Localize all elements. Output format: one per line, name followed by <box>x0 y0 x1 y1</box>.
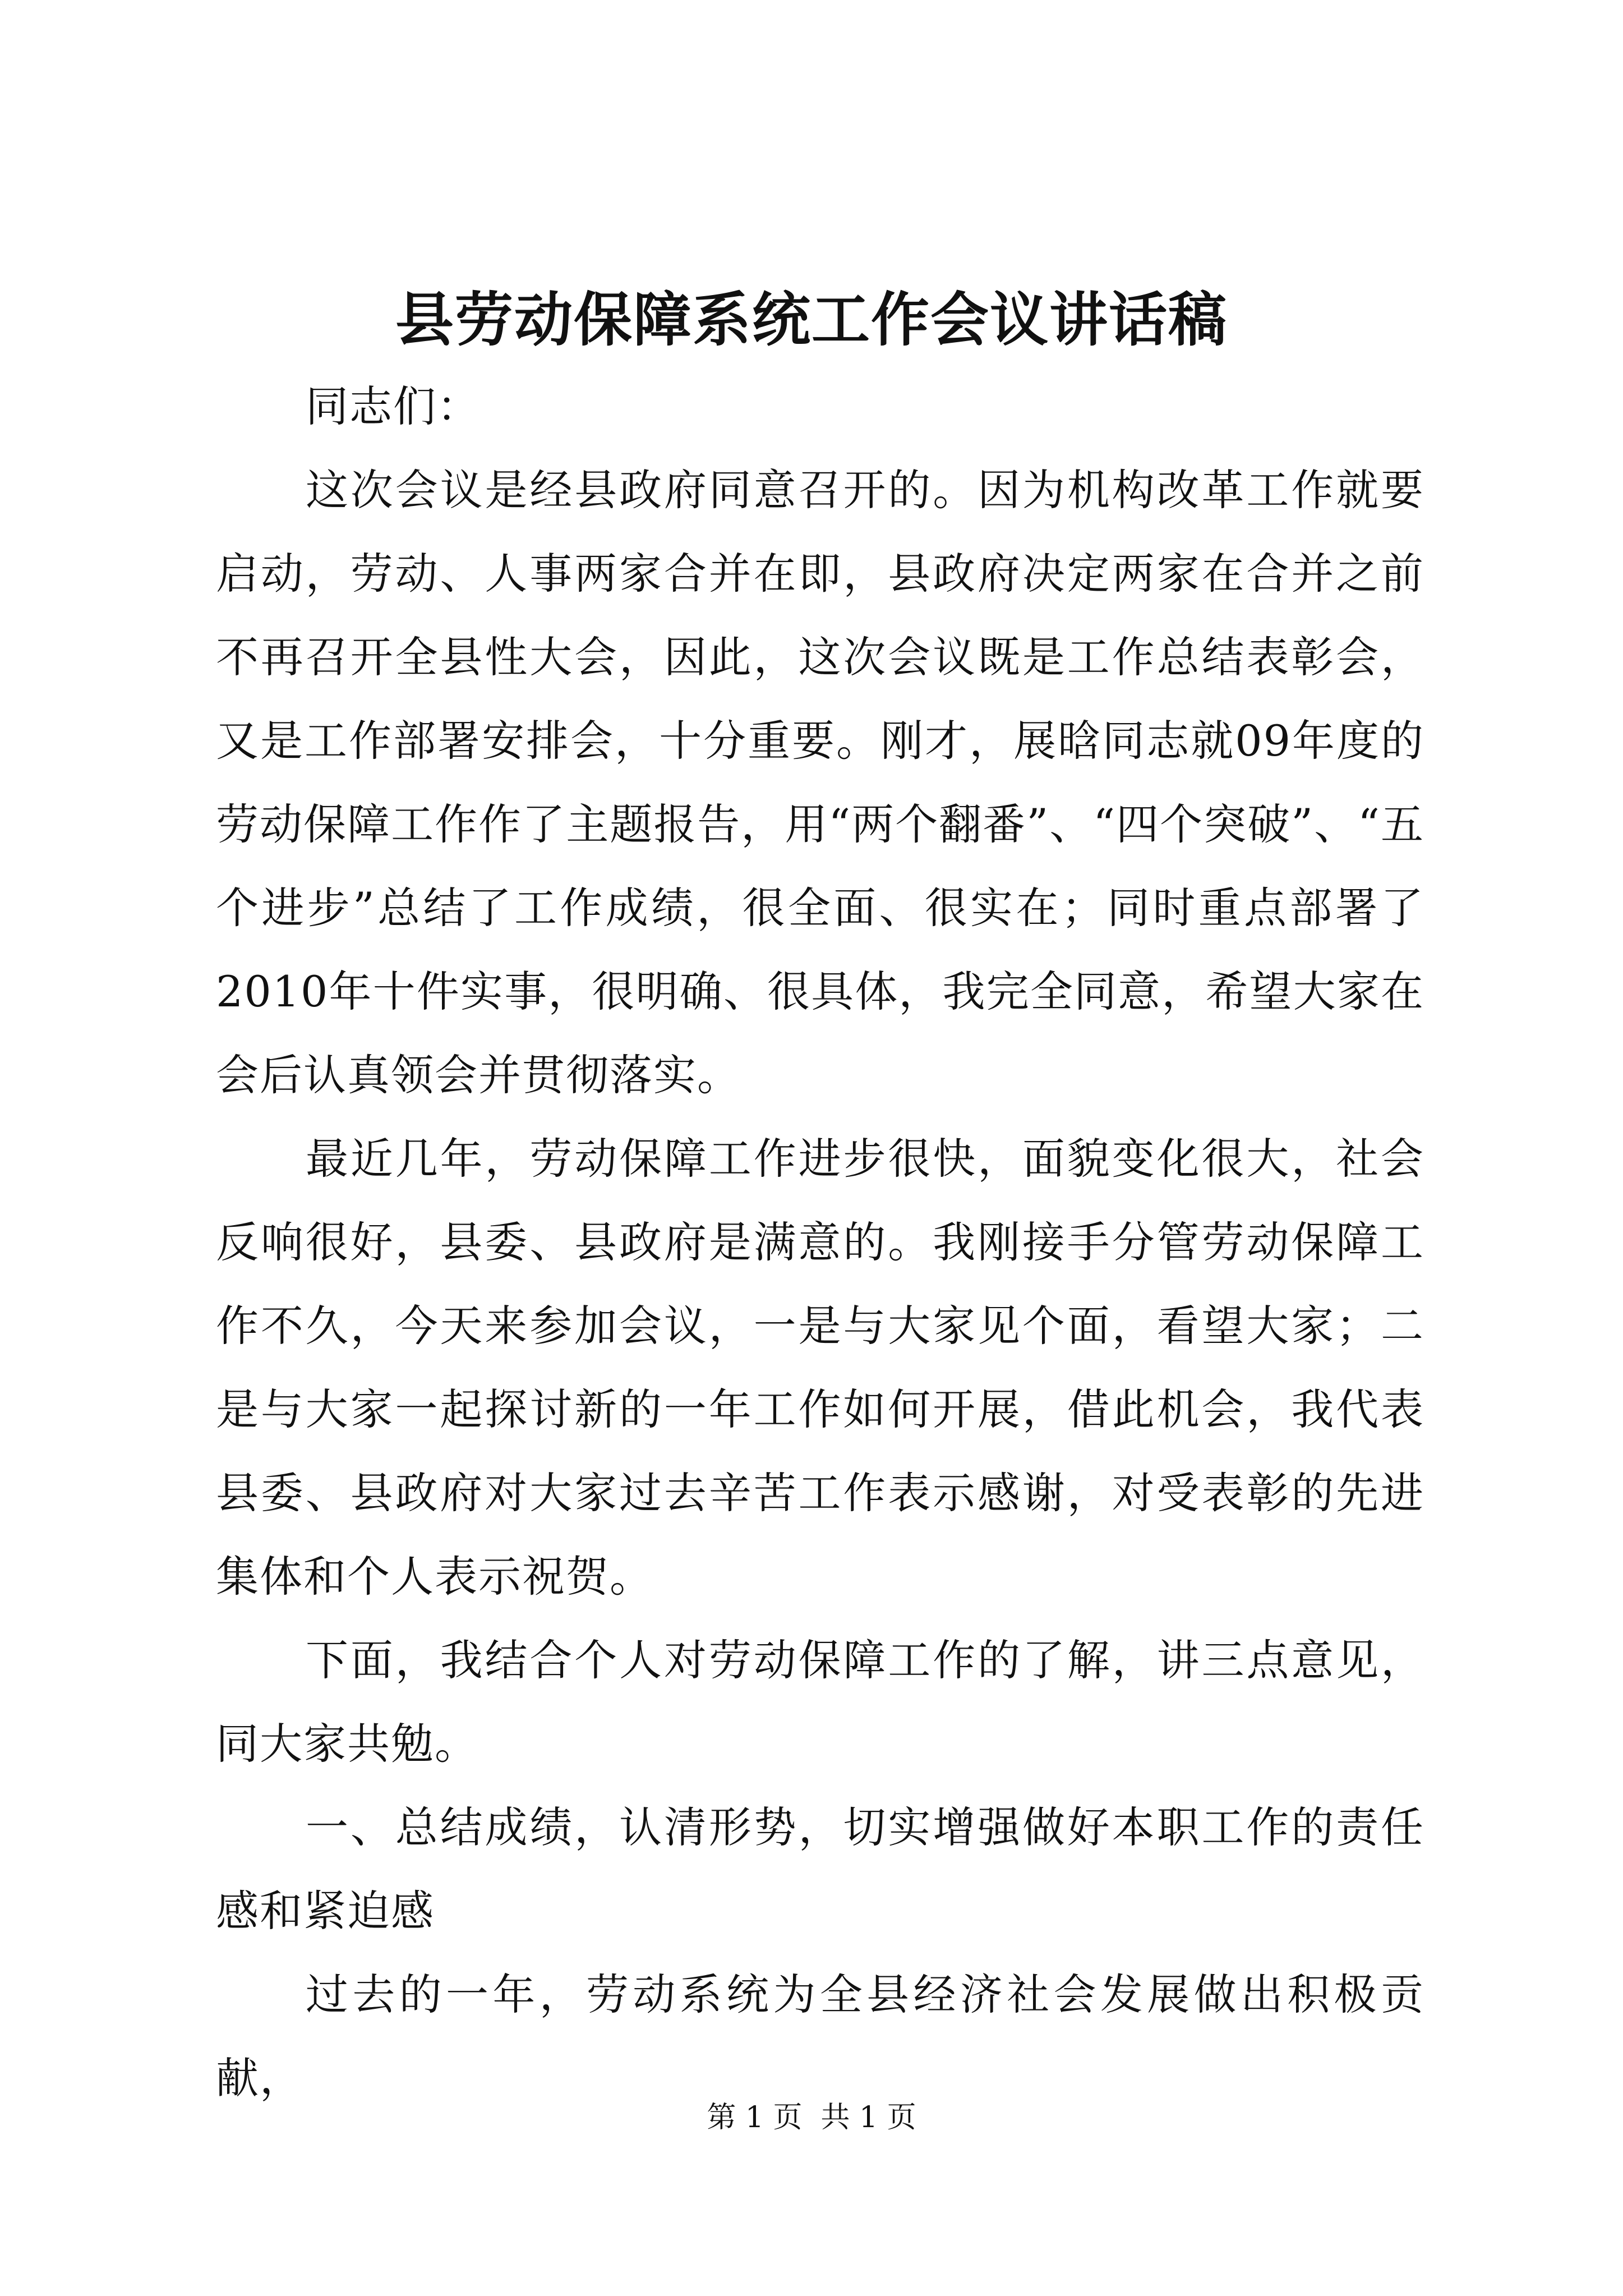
body-paragraph: 这次会议是经县政府同意召开的。因为机构改革工作就要启动，劳动、人事两家合并在即，县政府决定两家在合并之前不再召开全县性大会，因此，这次会议既是工作总结表彰会，又是工作部署安排会，十分重要。刚才，展晗同志就09年度的劳动保障工作作了主题报告，用“两个翻番”、“四个突破”、“五个进步”总结了工作成绩，很全面、很实在；同时重点部署了2010年十件实事，很明确、很具体，我完全同意，希望大家在会后认真领会并贯彻落实。 <box>216 465 1424 1100</box>
salutation-paragraph: 同志们： <box>306 381 481 431</box>
page-number: 第 1 页 共 1 页 <box>707 2101 916 2134</box>
body-paragraph: 最近几年，劳动保障工作进步很快，面貌变化很大，社会反响很好，县委、县政府是满意的。我刚接手分管劳动保障工作不久，今天来参加会议，一是与大家见个面，看望大家；二是与大家一起探讨新的一年工作如何开展，借此机会，我代表县委、县政府对大家过去辛苦工作表示感谢，对受表彰的先进集体和个人表示祝贺。 <box>216 1134 1424 1602</box>
document-title: 县劳动保障系统工作会议讲话稿 <box>395 285 1228 354</box>
body-paragraph: 下面，我结合个人对劳动保障工作的了解，讲三点意见，同大家共勉。 <box>216 1635 1424 1769</box>
page-footer <box>0 2098 1623 2137</box>
document-body <box>216 365 1424 2120</box>
body-paragraph: 过去的一年，劳动系统为全县经济社会发展做出积极贡献， <box>216 1970 1424 2103</box>
section-heading: 一、总结成绩，认清形势，切实增强做好本职工作的责任感和紧迫感 <box>216 1802 1424 1936</box>
